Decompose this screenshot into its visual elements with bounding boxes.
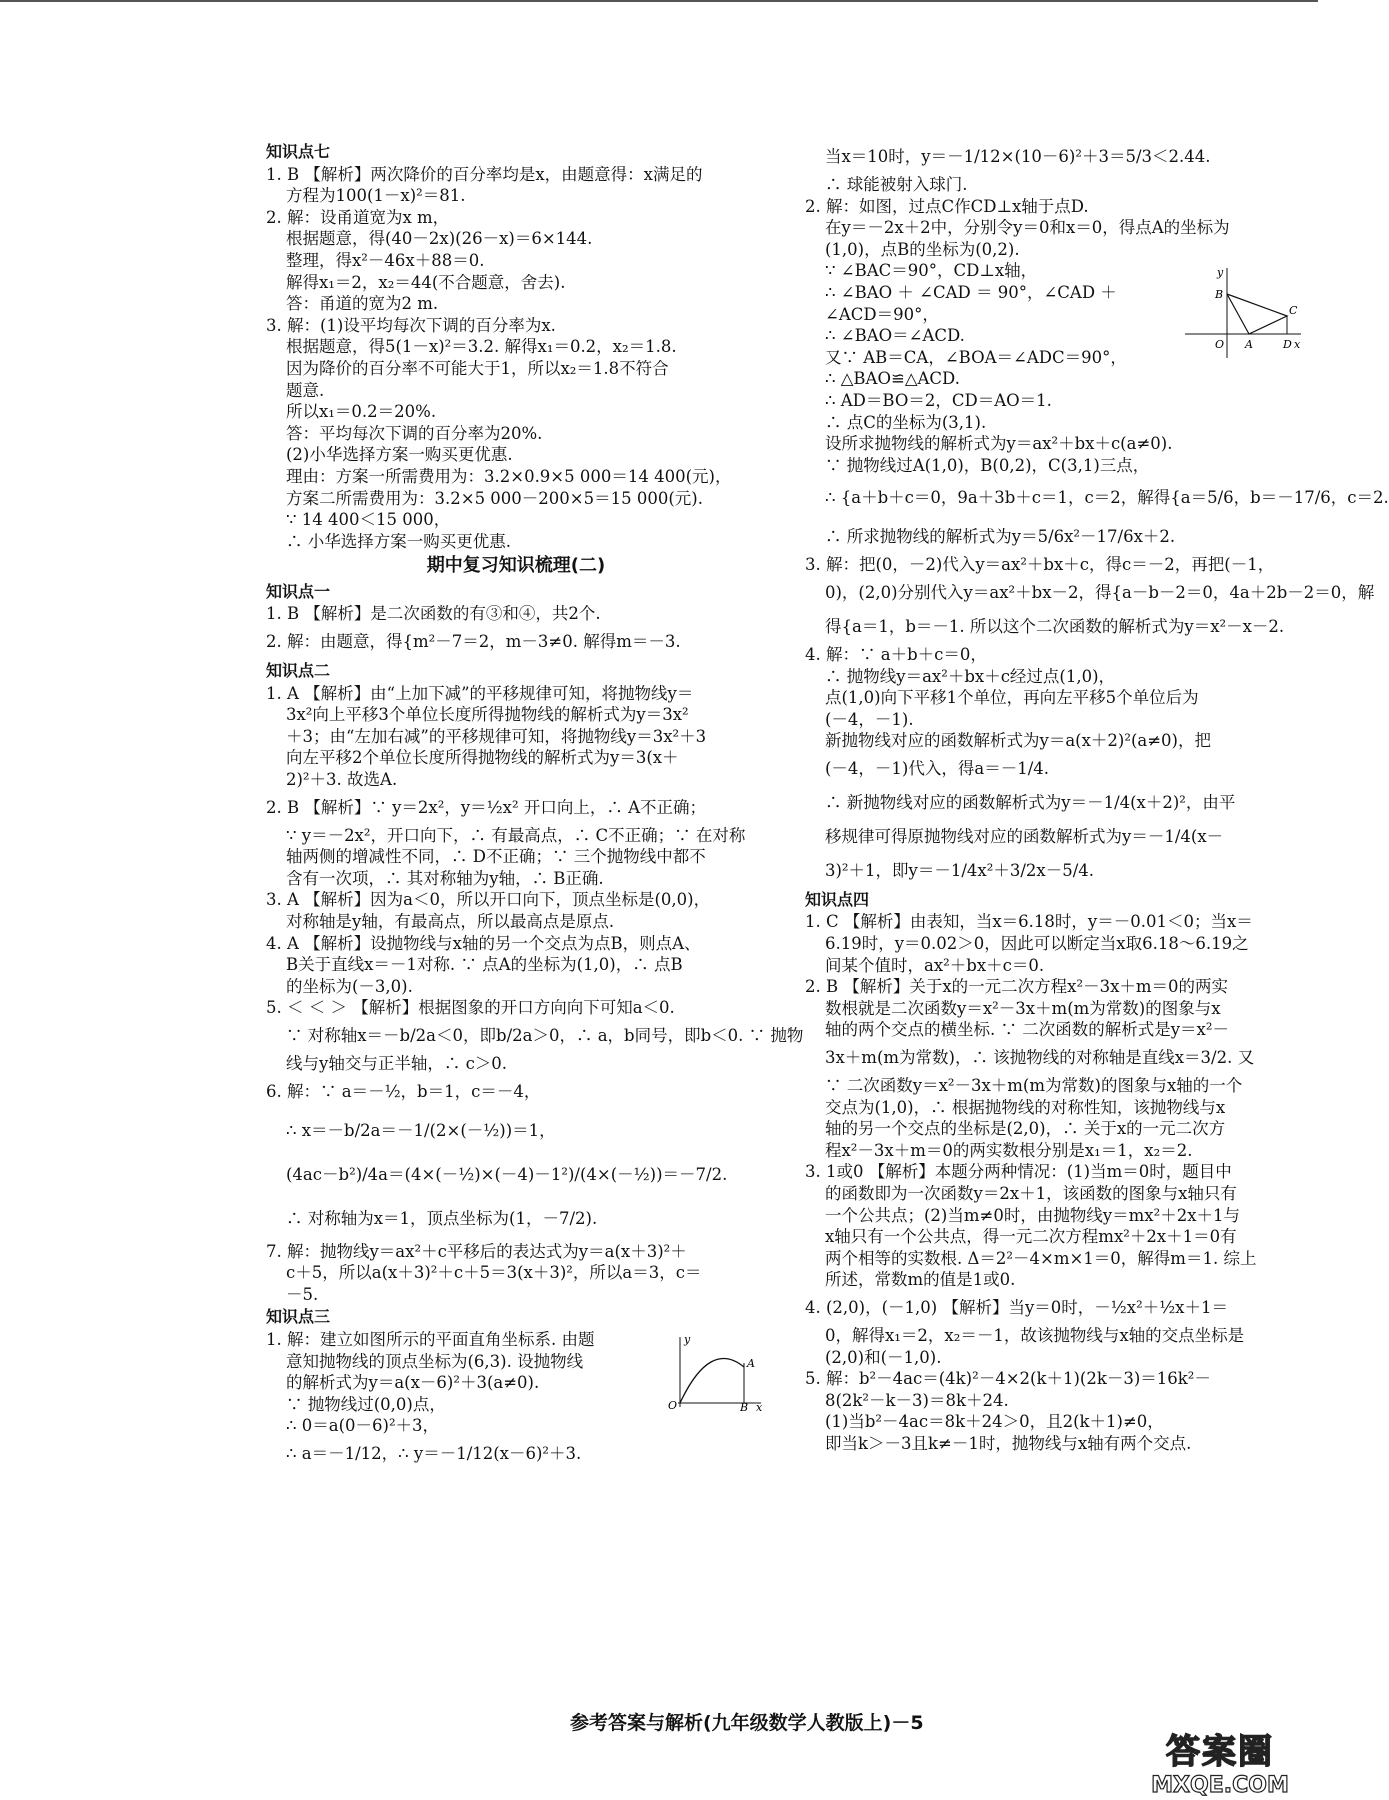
formula-line: ∴ x＝－b/2a＝－1/(2×(－½))＝1， <box>286 1120 556 1140</box>
label-y: y <box>1217 266 1224 280</box>
trajectory-figure <box>666 1333 766 1417</box>
answer-line: 所以x₁＝0.2＝20%. <box>286 402 437 422</box>
answer-line: ∵ 抛物线过A(1,0)，B(0,2)，C(3,1)三点， <box>825 455 1150 475</box>
question-line: 5. 解：b²－4ac＝(4k)²－4×2(k＋1)(2k－3)＝16k²－ <box>805 1369 1211 1389</box>
label-O: O <box>1215 338 1225 352</box>
formula-line: 得{a＝1，b＝－1. 所以这个二次函数的解析式为y＝x²－x－2. <box>825 616 1285 636</box>
answer-line: 6.19时，y＝0.02＞0，因此可以断定当x取6.18～6.19之 <box>825 934 1249 954</box>
answer-line: ∴ ∠BAO ＋ ∠CAD ＝ 90°，∠CAD ＋ <box>825 282 1117 302</box>
answer-line: ∵ ∠BAC＝90°，CD⊥x轴， <box>825 261 1038 281</box>
answer-line: (1,0)，点B的坐标为(0,2). <box>825 239 1020 259</box>
answer-line: 新抛物线对应的函数解析式为y＝a(x＋2)²(a≠0)，把 <box>825 731 1211 751</box>
answer-line: 轴的两个交点的横坐标. ∵ 二次函数的解析式是y＝x²－ <box>825 1020 1229 1040</box>
answer-line: ∴ 球能被射入球门. <box>825 175 968 194</box>
answer-line: B关于直线x＝－1对称. ∵ 点A的坐标为(1,0)，∴ 点B <box>286 955 683 975</box>
question-line: 7. 解：抛物线y＝ax²＋c平移后的表达式为y＝a(x＋3)²＋ <box>266 1241 687 1261</box>
formula-line: ∴ 对称轴为x＝1，顶点坐标为(1，－7/2). <box>286 1208 598 1228</box>
question-line: 5. ＜ ＜ ＞ 【解析】根据图象的开口方向向下可知a＜0. <box>266 998 675 1018</box>
trajectory-figure-svg <box>666 1332 766 1414</box>
answer-line: 轴两侧的增减性不同，∴ D不正确；∵ 三个抛物线中都不 <box>286 847 706 867</box>
answer-line: 的坐标为(－3,0). <box>286 976 413 996</box>
formula-line: ∴ 新抛物线对应的函数解析式为y＝－1/4(x＋2)²，由平 <box>825 792 1236 812</box>
watermark-top: 答案圈 <box>1166 1732 1274 1772</box>
label-A: A <box>1245 338 1253 352</box>
answer-line: 一个公共点；(2)当m≠0时，由抛物线y＝mx²＋2x＋1与 <box>825 1205 1241 1225</box>
answer-line: 方案二所需费用为：3.2×5 000－200×5＝15 000(元). <box>286 488 703 508</box>
answer-line: 0，解得x₁＝2，x₂＝－1，故该抛物线与x轴的交点坐标是 <box>825 1325 1245 1345</box>
answer-line: 对称轴是y轴，有最高点，所以最高点是原点. <box>286 912 615 931</box>
answer-line: 8(2k²－k－3)＝8k＋24. <box>825 1390 1009 1410</box>
answer-line: 的函数即为一次函数y＝2x＋1，该函数的图象与x轴只有 <box>825 1184 1237 1203</box>
question-line: 4. 解：∵ a＋b＋c＝0， <box>805 644 987 664</box>
formula-line: 0)，(2,0)分别代入y＝ax²＋bx－2，得{a－b－2＝0，4a＋2b－2＝0，解 <box>825 582 1375 602</box>
question-line: 2. 解：设甬道宽为x m， <box>266 207 450 227</box>
formula-line: ∴ a＝－1/12，∴ y＝－1/12(x－6)²＋3. <box>286 1443 582 1463</box>
formula-line: (4ac－b²)/4a＝(4×(－½)×(－4)－1²)/(4×(－½))＝－7/2. <box>286 1164 728 1184</box>
formula-line: ∴ 所求抛物线的解析式为y＝5/6x²－17/6x＋2. <box>825 527 1176 547</box>
label-x: x <box>1294 338 1301 352</box>
answer-line: 意知抛物线的顶点坐标为(6,3). 设抛物线 <box>286 1351 584 1371</box>
question-line: 2. B 【解析】∵ y＝2x²，y＝½x² 开口向上，∴ A不正确； <box>266 797 706 817</box>
answer-line: 题意. <box>286 380 325 400</box>
answer-line: (－4，－1). <box>825 709 914 729</box>
answer-line: －5. <box>286 1284 319 1304</box>
answer-line: 点(1,0)向下平移1个单位，再向左平移5个单位后为 <box>825 688 1199 708</box>
answer-line: 的解析式为y＝a(x－6)²＋3(a≠0). <box>286 1373 540 1393</box>
answer-line: (2)小华选择方案一购买更优惠. <box>286 445 513 465</box>
right-column <box>805 140 1389 1455</box>
question-line: 6. 解：∵ a＝－½，b＝1，c＝－4， <box>266 1081 541 1101</box>
label-C: C <box>1289 304 1298 318</box>
answer-line: (2,0)和(－1,0). <box>825 1347 942 1367</box>
answer-line: 数根就是二次函数y＝x²－3x＋m(m为常数)的图象与x <box>825 998 1221 1018</box>
answer-line: 理由：方案一所需费用为：3.2×0.9×5 000＝14 400(元)， <box>286 466 732 486</box>
question-line: 4. (2,0)，(－1,0) 【解析】当y＝0时，－½x²＋½x＋1＝ <box>805 1297 1228 1317</box>
answer-line: ∴ AD＝BO＝2，CD＝AO＝1. <box>825 390 1052 410</box>
section-heading: 知识点三 <box>266 1307 331 1327</box>
question-line: 3. 解：(1)设平均每次下调的百分率为x. <box>266 315 556 335</box>
formula-line: (－4，－1)代入，得a＝－1/4. <box>825 758 1050 778</box>
formula-line: 当x＝10时，y＝－1/12×(10－6)²＋3＝5/3＜2.44. <box>825 147 1211 166</box>
question-line: 2. 解：由题意，得{m²－7＝2，m－3≠0. 解得m＝－3. <box>266 632 681 652</box>
answer-line: ∴ 点C的坐标为(3,1). <box>825 412 987 432</box>
answer-line: x轴只有一个公共点，得一元二次方程mx²＋2x＋1＝0有 <box>825 1227 1237 1247</box>
answer-line: 2)²＋3. 故选A. <box>286 770 398 790</box>
answer-line: 解得x₁＝2，x₂＝44(不合题意，舍去). <box>286 272 566 292</box>
question-line: 1. B 【解析】两次降价的百分率均是x，由题意得：x满足的 <box>266 164 703 184</box>
section-heading: 知识点一 <box>266 581 331 601</box>
formula-line: ∵ 对称轴x＝－b/2a＜0，即b/2a＞0，∴ a，b同号，即b＜0. ∵ 抛物 <box>286 1025 804 1045</box>
question-line: 2. 解：如图，过点C作CD⊥x轴于点D. <box>805 196 1089 216</box>
answer-line: 两个相等的实数根. Δ＝2²－4×m×1＝0，解得m＝1. 综上 <box>825 1248 1257 1268</box>
formula-line: 3)²＋1，即y＝－1/4x²＋3/2x－5/4. <box>825 860 1095 880</box>
answer-line: ∵ 二次函数y＝x²－3x＋m(m为常数)的图象与x轴的一个 <box>825 1076 1243 1096</box>
triangle-figure-svg <box>1183 264 1303 360</box>
answer-line: ∵ y＝－2x²，开口向下，∴ 有最高点，∴ C不正确；∵ 在对称 <box>286 825 746 845</box>
answer-line: 答：甬道的宽为2 m. <box>286 294 439 314</box>
label-B: B <box>740 1400 749 1414</box>
answer-line: 在y＝－2x＋2中，分别令y＝0和x＝0，得点A的坐标为 <box>825 218 1230 238</box>
answer-line: 向左平移2个单位长度所得抛物线的解析式为y＝3(x＋ <box>286 748 679 768</box>
section-heading: 知识点二 <box>266 661 331 681</box>
top-rule <box>0 0 1318 2</box>
formula-line: ∴ {a＋b＋c＝0，9a＋3b＋c＝1，c＝2，解得{a＝5/6，b＝－17/6，c＝2. <box>825 488 1389 508</box>
triangle-figure <box>1183 264 1303 366</box>
answer-line: ∴ 0＝a(0－6)²＋3， <box>286 1416 440 1436</box>
answer-line: 因为降价的百分率不可能大于1，所以x₂＝1.8不符合 <box>286 358 669 378</box>
answer-line: 根据题意，得(40－2x)(26－x)＝6×144. <box>286 229 593 249</box>
label-B: B <box>1215 288 1224 302</box>
answer-line: 含有一次项，∴ 其对称轴为y轴，∴ B正确. <box>286 868 604 888</box>
answer-line: (1)当b²－4ac＝8k＋24＞0，且2(k＋1)≠0， <box>825 1412 1164 1432</box>
answer-line: ∠ACD＝90°， <box>825 304 939 324</box>
question-line: 3. 解：把(0，－2)代入y＝ax²＋bx＋c，得c＝－2，再把(－1， <box>805 555 1275 575</box>
label-O: O <box>668 1398 678 1412</box>
answer-line: ∴ ∠BAO＝∠ACD. <box>825 326 965 346</box>
answer-line: 又∵ AB＝CA，∠BOA＝∠ADC＝90°， <box>825 347 1127 367</box>
watermark-logo <box>1136 1724 1304 1798</box>
question-line: 4. A 【解析】设抛物线与x轴的另一个交点为点B，则点A、 <box>266 933 701 953</box>
left-column <box>266 140 804 1471</box>
answer-line: 答：平均每次下调的百分率为20%. <box>286 423 543 443</box>
answer-line: 根据题意，得5(1－x)²＝3.2. 解得x₁＝0.2，x₂＝1.8. <box>286 337 677 357</box>
section-heading: 知识点四 <box>805 889 870 909</box>
question-line: 1. 解：建立如图所示的平面直角坐标系. 由题 <box>266 1329 595 1349</box>
question-line: 3. 1或0 【解析】本题分两种情况：(1)当m＝0时，题目中 <box>805 1162 1232 1182</box>
answer-line: 间某个值时，ax²＋bx＋c＝0. <box>825 955 1045 975</box>
page-footer: 参考答案与解析(九年级数学人教版上)－5 <box>570 1712 924 1734</box>
answer-line: 设所求抛物线的解析式为y＝ax²＋bx＋c(a≠0). <box>825 434 1173 454</box>
answer-line: 3x²向上平移3个单位长度所得抛物线的解析式为y＝3x² <box>286 705 689 725</box>
question-line: 1. A 【解析】由“上加下减”的平移规律可知，将抛物线y＝ <box>266 683 694 703</box>
question-line: 1. C 【解析】由表知，当x＝6.18时，y＝－0.01＜0；当x＝ <box>805 912 1253 932</box>
formula-line: 移规律可得原抛物线对应的函数解析式为y＝－1/4(x－ <box>825 826 1224 846</box>
triangle-ABC <box>1227 294 1287 334</box>
section-heading: 知识点七 <box>266 142 331 161</box>
answer-line: 所述，常数m的值是1或0. <box>825 1270 1016 1290</box>
answer-line: ∴ 小华选择方案一购买更优惠. <box>286 531 511 551</box>
label-x: x <box>756 1400 763 1414</box>
answer-line: ∴ △BAO≌△ACD. <box>825 369 960 389</box>
answer-line: c＋5，所以a(x＋3)²＋c＋5＝3(x＋3)²，所以a＝3，c＝ <box>286 1263 702 1283</box>
answer-line: 整理，得x²－46x＋88＝0. <box>286 250 485 270</box>
question-line: 3. A 【解析】因为a＜0，所以开口向下，顶点坐标是(0,0)， <box>266 890 711 910</box>
parabola-curve <box>680 1358 744 1403</box>
watermark-bottom: MXQE.COM <box>1151 1773 1289 1798</box>
question-line: 1. B 【解析】是二次函数的有③和④，共2个. <box>266 604 601 624</box>
chapter-title: 期中复习知识梳理(二) <box>426 555 606 577</box>
label-D: D <box>1283 338 1292 352</box>
answer-line: 方程为100(1－x)²＝81. <box>286 186 466 206</box>
answer-line: ∵ 14 400＜15 000， <box>286 510 451 530</box>
question-line: 2. B 【解析】关于x的一元二次方程x²－3x＋m＝0的两实 <box>805 977 1229 997</box>
answer-line: 交点为(1,0)，∴ 根据抛物线的对称性知，该抛物线与x <box>825 1097 1226 1117</box>
answer-line: ∵ 抛物线过(0,0)点， <box>286 1394 446 1414</box>
answer-line: 轴的另一个交点的坐标是(2,0)，∴ 关于x的一元二次方 <box>825 1119 1226 1139</box>
answer-line: 线与y轴交与正半轴，∴ c＞0. <box>286 1053 508 1073</box>
answer-line: ∴ 抛物线y＝ax²＋bx＋c经过点(1,0)， <box>825 666 1116 686</box>
answer-line: ＋3；由“左加右减”的平移规律可知，将抛物线y＝3x²＋3 <box>286 726 707 746</box>
label-A: A <box>747 1356 755 1370</box>
label-y: y <box>684 1332 691 1346</box>
answer-line: 程x²－3x＋m＝0的两实数根分别是x₁＝1，x₂＝2. <box>825 1140 1193 1160</box>
formula-line: 3x＋m(m为常数)，∴ 该抛物线的对称轴是直线x＝3/2. 又 <box>825 1048 1255 1068</box>
answer-line: 即当k＞－3且k≠－1时，抛物线与x轴有两个交点. <box>825 1433 1192 1453</box>
